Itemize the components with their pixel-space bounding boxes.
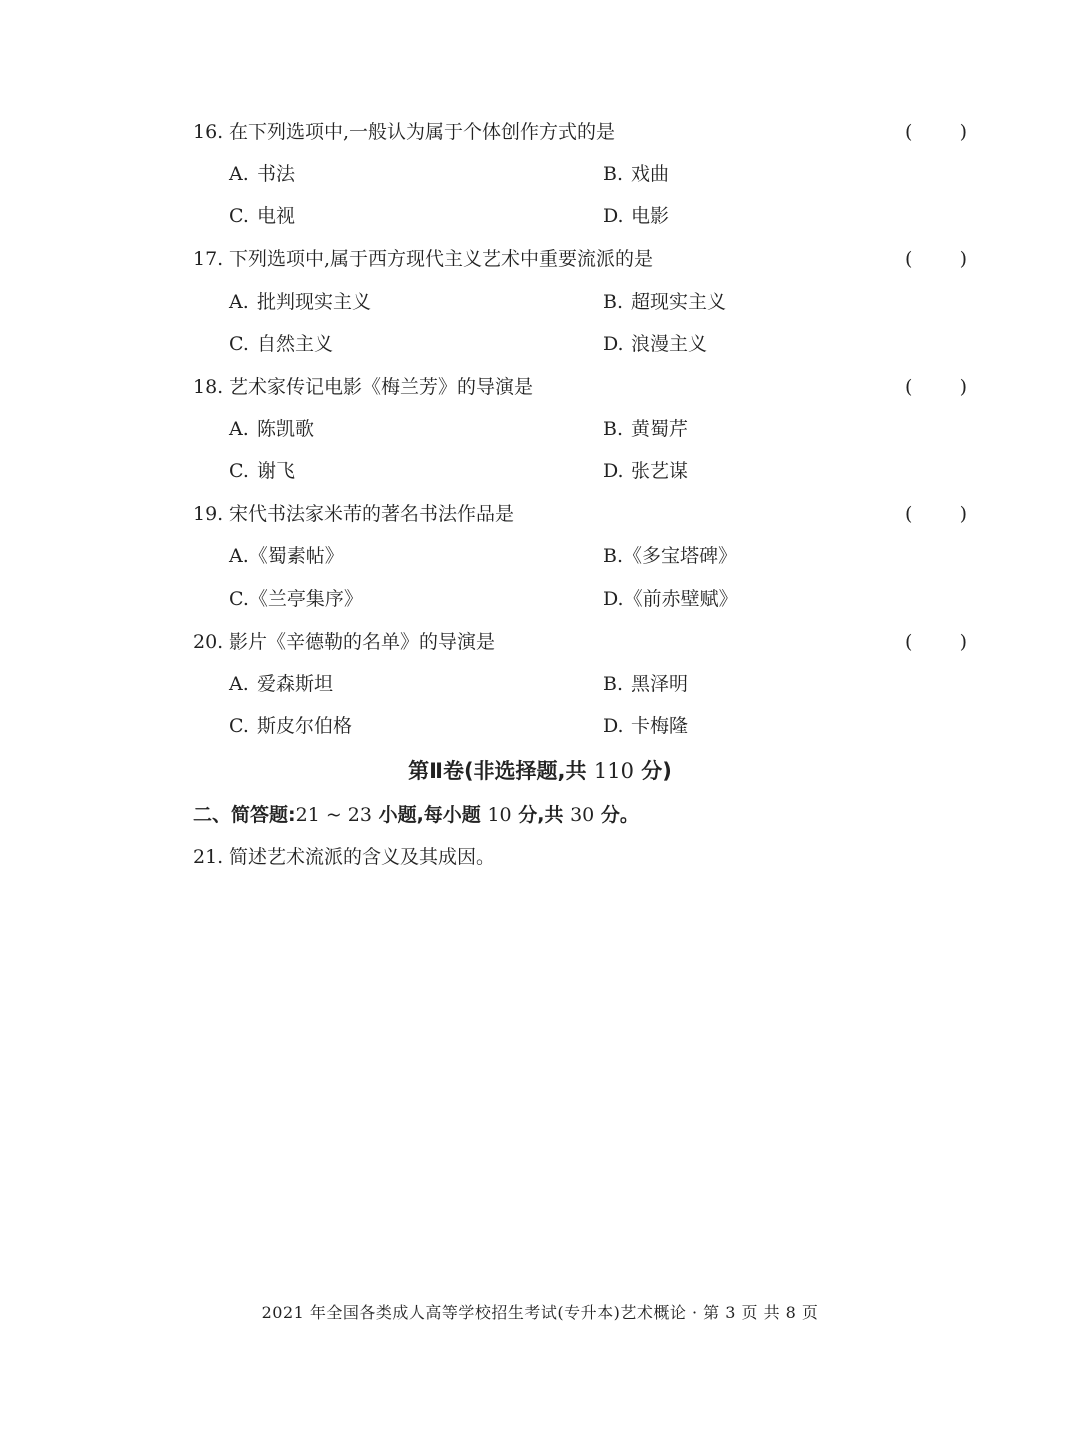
option-letter: C. xyxy=(229,588,249,610)
option-b xyxy=(603,286,726,318)
paren-close: ) xyxy=(959,376,967,398)
question-number: 20. xyxy=(193,631,224,653)
option-a xyxy=(229,540,344,572)
option-text: 《多宝塔碑》 xyxy=(623,545,738,567)
heading-text-2: 分,共 xyxy=(518,804,564,826)
question-19 xyxy=(193,498,973,530)
option-b xyxy=(603,413,688,445)
option-d xyxy=(603,710,688,742)
question-text: 下列选项中,属于西方现代主义艺术中重要流派的是 xyxy=(229,248,654,270)
answer-blank xyxy=(905,371,967,403)
question-18 xyxy=(193,371,973,403)
option-letter: D. xyxy=(603,588,624,610)
option-c xyxy=(229,455,295,487)
heading-prefix: 二、简答题: xyxy=(193,804,296,826)
answer-blank xyxy=(905,243,967,275)
question-number: 19. xyxy=(193,503,224,525)
option-b xyxy=(603,158,669,190)
option-d xyxy=(603,328,707,360)
paren-open: ( xyxy=(905,503,913,525)
option-text: 戏曲 xyxy=(631,163,670,185)
option-letter: C. xyxy=(229,715,249,737)
option-b xyxy=(603,668,688,700)
option-text: 《前赤壁赋》 xyxy=(623,588,738,610)
question-text: 艺术家传记电影《梅兰芳》的导演是 xyxy=(229,376,534,398)
heading-points-total: 30 xyxy=(570,804,595,826)
option-text: 电影 xyxy=(631,205,670,227)
option-text: 张艺谋 xyxy=(631,460,689,482)
option-d xyxy=(603,200,669,232)
section-title xyxy=(0,754,1080,788)
option-text: 《兰亭集序》 xyxy=(248,588,363,610)
option-a xyxy=(229,158,295,190)
option-text: 陈凯歌 xyxy=(257,418,315,440)
option-letter: D. xyxy=(603,333,624,355)
question-text: 影片《辛德勒的名单》的导演是 xyxy=(229,631,496,653)
heading-points-each: 10 xyxy=(487,804,512,826)
option-letter: C. xyxy=(229,460,249,482)
option-text: 批判现实主义 xyxy=(257,291,372,313)
option-c xyxy=(229,200,295,232)
option-text: 《蜀素帖》 xyxy=(248,545,344,567)
option-a xyxy=(229,413,314,445)
paren-close: ) xyxy=(959,503,967,525)
question-16 xyxy=(193,116,973,148)
option-text: 黑泽明 xyxy=(631,673,689,695)
heading-range: 21 ~ 23 xyxy=(295,804,372,826)
option-a xyxy=(229,286,371,318)
answer-blank xyxy=(905,626,967,658)
option-text: 爱森斯坦 xyxy=(257,673,334,695)
option-letter: C. xyxy=(229,333,249,355)
option-c xyxy=(229,710,352,742)
section-title-suffix: 分) xyxy=(641,759,672,783)
option-a xyxy=(229,668,333,700)
option-text: 卡梅隆 xyxy=(631,715,689,737)
heading-suffix: 分。 xyxy=(600,804,639,826)
option-letter: D. xyxy=(603,205,624,227)
option-letter: A. xyxy=(229,291,249,313)
option-d xyxy=(603,583,738,615)
option-letter: B. xyxy=(603,291,624,313)
option-text: 自然主义 xyxy=(257,333,334,355)
short-answer-heading xyxy=(193,799,639,831)
question-number: 17. xyxy=(193,248,224,270)
answer-blank xyxy=(905,116,967,148)
question-21 xyxy=(193,841,973,873)
question-number: 21. xyxy=(193,846,224,868)
section-title-prefix: 第Ⅱ卷(非选择题,共 xyxy=(408,759,587,783)
option-text: 斯皮尔伯格 xyxy=(257,715,353,737)
paren-open: ( xyxy=(905,376,913,398)
paren-open: ( xyxy=(905,631,913,653)
option-letter: A. xyxy=(229,545,249,567)
answer-blank xyxy=(905,498,967,530)
paren-open: ( xyxy=(905,248,913,270)
paren-close: ) xyxy=(959,631,967,653)
option-b xyxy=(603,540,737,572)
option-c xyxy=(229,583,363,615)
option-text: 书法 xyxy=(257,163,296,185)
option-c xyxy=(229,328,333,360)
option-text: 浪漫主义 xyxy=(631,333,708,355)
option-text: 黄蜀芹 xyxy=(631,418,689,440)
paren-close: ) xyxy=(959,121,967,143)
option-text: 超现实主义 xyxy=(631,291,727,313)
option-text: 谢飞 xyxy=(257,460,296,482)
page-footer: 2021 年全国各类成人高等学校招生考试(专升本)艺术概论 · 第 3 页 共 8 页 xyxy=(261,1303,819,1322)
option-letter: A. xyxy=(229,673,249,695)
option-letter: D. xyxy=(603,715,624,737)
question-text: 宋代书法家米芾的著名书法作品是 xyxy=(229,503,515,525)
question-17 xyxy=(193,243,973,275)
option-letter: C. xyxy=(229,205,249,227)
option-letter: A. xyxy=(229,418,249,440)
question-text: 在下列选项中,一般认为属于个体创作方式的是 xyxy=(229,121,616,143)
option-letter: D. xyxy=(603,460,624,482)
option-d xyxy=(603,455,688,487)
heading-text-1: 小题,每小题 xyxy=(378,804,481,826)
paren-close: ) xyxy=(959,248,967,270)
section-title-points: 110 xyxy=(593,759,634,783)
question-20 xyxy=(193,626,973,658)
option-letter: B. xyxy=(603,418,624,440)
paren-open: ( xyxy=(905,121,913,143)
option-letter: B. xyxy=(603,673,624,695)
question-number: 16. xyxy=(193,121,224,143)
question-number: 18. xyxy=(193,376,224,398)
option-letter: B. xyxy=(603,163,624,185)
option-letter: A. xyxy=(229,163,249,185)
option-letter: B. xyxy=(603,545,624,567)
option-text: 电视 xyxy=(257,205,296,227)
question-text: 简述艺术流派的含义及其成因。 xyxy=(229,846,496,868)
